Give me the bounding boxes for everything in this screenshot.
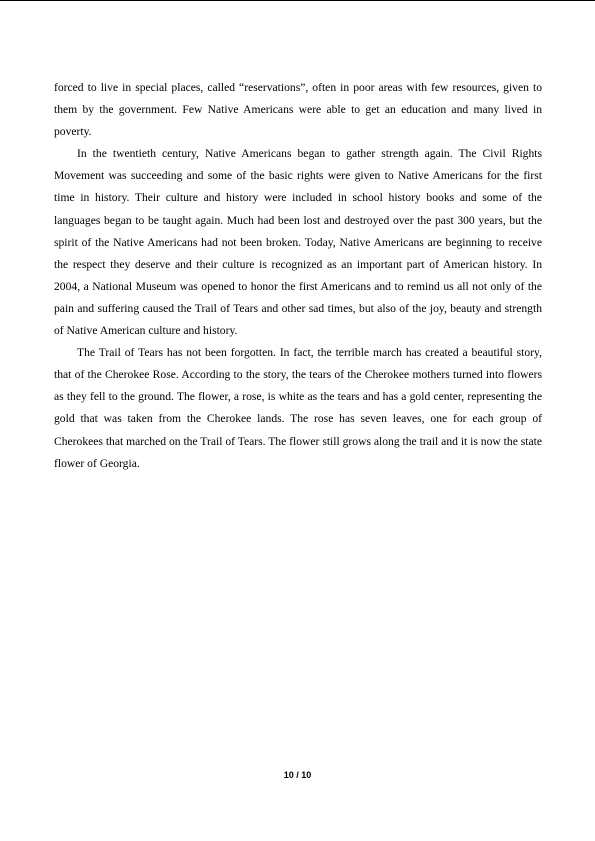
paragraph-continuation: forced to live in special places, called “reservations”, often in poor areas with few resources, given to them by the government. Few Native Americans were able to get an education and many lived in poverty. [54,81,542,139]
document-body [54,77,542,475]
paragraph-cherokee-rose: The Trail of Tears has not been forgotten. In fact, the terrible march has created a beautiful story, that of the Cherokee Rose. According to the story, the tears of the Cherokee mothers turned into flowers as they fell to the ground. The flower, a rose, is white as the tears and has a gold center, representing the gold that was taken from the Cherokee lands. The rose has seven leaves, one for each group of Cherokees that marched on the Trail of Tears. The flower still grows along the trail and it is now the state flower of Georgia. [54,346,542,470]
paragraph-twentieth-century: In the twentieth century, Native Americans began to gather strength again. The Civil Rights Movement was succeeding and some of the basic rights were given to Native Americans for the first time in history. Their culture and history were included in school history books and some of the languages began to be taught again. Much had been lost and destroyed over the past 300 years, but the spirit of the Native Americans had not been broken. Today, Native Americans are beginning to receive the respect they deserve and their culture is recognized as an important part of American history. In 2004, a National Museum was opened to honor the first Americans and to remind us all not only of the pain and suffering caused the Trail of Tears and other sad times, but also of the joy, beauty and strength of Native American culture and history. [54,147,542,338]
top-border-line [0,0,595,1]
page-number: 10 / 10 [283,770,312,780]
